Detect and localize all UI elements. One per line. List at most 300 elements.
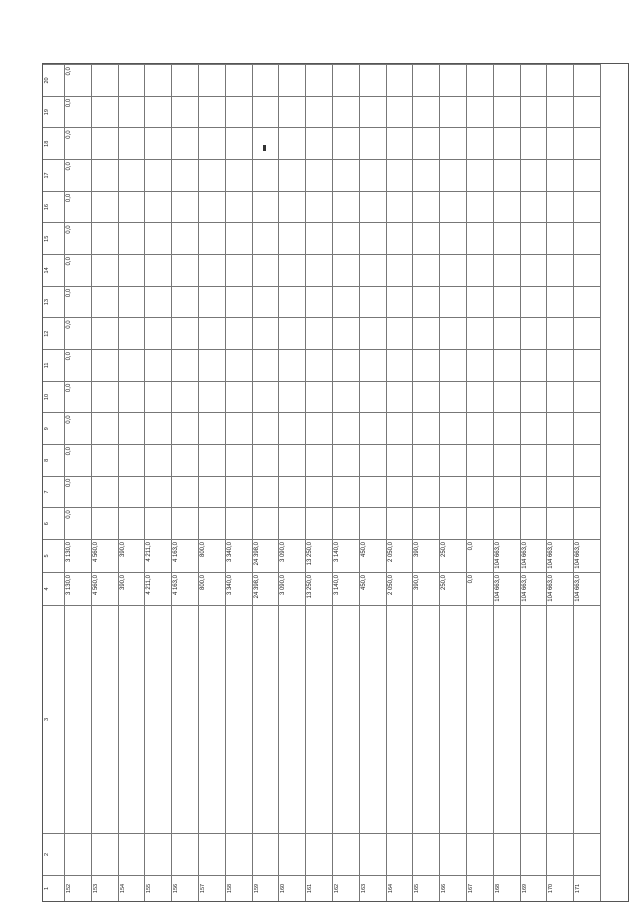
value-cell bbox=[333, 412, 360, 444]
value-cell bbox=[119, 286, 146, 318]
value-cell bbox=[145, 476, 172, 508]
column-number: 6 bbox=[43, 507, 65, 539]
value-cell bbox=[119, 412, 146, 444]
value-cell bbox=[253, 381, 280, 413]
value-cell bbox=[145, 349, 172, 381]
value-cell bbox=[547, 127, 574, 159]
value-cell bbox=[440, 159, 467, 191]
value-cell bbox=[494, 191, 521, 223]
row-number: 161 bbox=[306, 875, 333, 901]
value-cell bbox=[199, 507, 226, 539]
value-cell bbox=[440, 127, 467, 159]
value-cell bbox=[92, 476, 119, 508]
row-number: 157 bbox=[199, 875, 226, 901]
blank-cell bbox=[119, 833, 146, 875]
column-number: 11 bbox=[43, 349, 65, 381]
value-cell bbox=[574, 412, 601, 444]
institution-name bbox=[119, 605, 146, 833]
amount-total: 800,0 bbox=[199, 572, 226, 605]
amount-total: 390,0 bbox=[413, 572, 440, 605]
value-cell bbox=[387, 317, 414, 349]
value-cell bbox=[119, 222, 146, 254]
value-cell bbox=[226, 159, 253, 191]
value-cell bbox=[199, 127, 226, 159]
row-number: 168 bbox=[494, 875, 521, 901]
amount-year: 450,0 bbox=[360, 539, 387, 572]
institution-name bbox=[387, 605, 414, 833]
amount-total: 104 663,0 bbox=[547, 572, 574, 605]
value-cell bbox=[547, 96, 574, 128]
value-cell bbox=[413, 191, 440, 223]
blank-cell bbox=[521, 833, 548, 875]
institution-name bbox=[253, 605, 280, 833]
value-cell bbox=[333, 286, 360, 318]
value-cell bbox=[226, 222, 253, 254]
value-cell bbox=[145, 286, 172, 318]
amount-total: 3 130,0 bbox=[65, 572, 92, 605]
value-cell bbox=[521, 96, 548, 128]
institution-name bbox=[145, 605, 172, 833]
value-cell bbox=[279, 191, 306, 223]
value-cell bbox=[521, 127, 548, 159]
amount-total: 104 663,0 bbox=[574, 572, 601, 605]
amount-total: 24 398,0 bbox=[253, 572, 280, 605]
value-cell bbox=[547, 507, 574, 539]
value-cell bbox=[199, 222, 226, 254]
value-cell bbox=[172, 127, 199, 159]
value-cell bbox=[172, 507, 199, 539]
value-cell bbox=[172, 191, 199, 223]
amount-year: 104 663,0 bbox=[494, 539, 521, 572]
value-cell bbox=[92, 412, 119, 444]
institution-name bbox=[440, 605, 467, 833]
value-cell bbox=[119, 381, 146, 413]
amount-year: 2 050,0 bbox=[387, 539, 414, 572]
value-cell bbox=[467, 222, 494, 254]
value-cell bbox=[92, 317, 119, 349]
value-cell bbox=[306, 127, 333, 159]
value-cell bbox=[494, 381, 521, 413]
row-number: 158 bbox=[226, 875, 253, 901]
value-cell bbox=[521, 317, 548, 349]
value-cell bbox=[199, 96, 226, 128]
value-cell bbox=[145, 222, 172, 254]
amount-total: 450,0 bbox=[360, 572, 387, 605]
value-cell bbox=[467, 254, 494, 286]
value-cell bbox=[494, 159, 521, 191]
value-cell bbox=[387, 412, 414, 444]
value-cell bbox=[253, 96, 280, 128]
institution-name bbox=[413, 605, 440, 833]
value-cell bbox=[413, 96, 440, 128]
value-cell bbox=[547, 317, 574, 349]
value-cell bbox=[333, 476, 360, 508]
value-cell bbox=[547, 476, 574, 508]
value-cell bbox=[440, 507, 467, 539]
value-cell bbox=[253, 64, 280, 96]
column-number: 18 bbox=[43, 127, 65, 159]
value-cell bbox=[387, 349, 414, 381]
value-cell bbox=[333, 349, 360, 381]
value-cell bbox=[226, 444, 253, 476]
institution-name bbox=[226, 605, 253, 833]
amount-total: 2 050,0 bbox=[387, 572, 414, 605]
blank-cell bbox=[333, 833, 360, 875]
amount-year: 250,0 bbox=[440, 539, 467, 572]
value-cell bbox=[440, 96, 467, 128]
amount-total: 4 560,0 bbox=[92, 572, 119, 605]
value-cell bbox=[92, 507, 119, 539]
value-cell bbox=[547, 191, 574, 223]
value-cell bbox=[306, 222, 333, 254]
value-cell bbox=[253, 127, 280, 159]
value-cell bbox=[92, 159, 119, 191]
value-cell bbox=[279, 159, 306, 191]
amount-total: 4 211,0 bbox=[145, 572, 172, 605]
value-cell bbox=[413, 254, 440, 286]
amount-total: 4 163,0 bbox=[172, 572, 199, 605]
value-cell bbox=[574, 444, 601, 476]
institution-name bbox=[172, 605, 199, 833]
value-cell bbox=[467, 444, 494, 476]
blank-cell bbox=[253, 833, 280, 875]
value-cell bbox=[387, 286, 414, 318]
value-cell bbox=[413, 159, 440, 191]
value-cell bbox=[333, 222, 360, 254]
value-cell bbox=[172, 381, 199, 413]
value-cell bbox=[521, 222, 548, 254]
value-cell bbox=[547, 254, 574, 286]
value-cell bbox=[279, 96, 306, 128]
value-cell bbox=[413, 444, 440, 476]
value-cell bbox=[92, 96, 119, 128]
value-cell bbox=[360, 159, 387, 191]
value-cell bbox=[226, 127, 253, 159]
value-cell bbox=[467, 127, 494, 159]
value-cell bbox=[306, 476, 333, 508]
value-cell bbox=[145, 127, 172, 159]
value-cell bbox=[279, 254, 306, 286]
value-cell bbox=[387, 476, 414, 508]
value-cell bbox=[306, 159, 333, 191]
value-cell bbox=[521, 476, 548, 508]
value-cell bbox=[279, 64, 306, 96]
column-number: 5 bbox=[43, 539, 65, 572]
value-cell bbox=[119, 127, 146, 159]
value-cell bbox=[119, 191, 146, 223]
value-cell bbox=[467, 412, 494, 444]
value-cell bbox=[253, 254, 280, 286]
value-cell bbox=[360, 476, 387, 508]
value-cell bbox=[253, 412, 280, 444]
value-cell bbox=[413, 222, 440, 254]
value-cell bbox=[119, 507, 146, 539]
amount-year: 104 663,0 bbox=[547, 539, 574, 572]
value-cell bbox=[92, 222, 119, 254]
value-cell bbox=[547, 412, 574, 444]
amount-total: 250,0 bbox=[440, 572, 467, 605]
amount-year: 13 250,0 bbox=[306, 539, 333, 572]
value-cell bbox=[306, 254, 333, 286]
value-cell bbox=[467, 191, 494, 223]
value-cell bbox=[333, 96, 360, 128]
value-cell bbox=[279, 412, 306, 444]
value-cell bbox=[413, 127, 440, 159]
value-cell bbox=[387, 222, 414, 254]
row-number: 159 bbox=[253, 875, 280, 901]
row-number: 169 bbox=[521, 875, 548, 901]
value-cell: 0,0 bbox=[65, 191, 92, 223]
value-cell bbox=[387, 444, 414, 476]
value-cell bbox=[306, 507, 333, 539]
value-cell bbox=[199, 64, 226, 96]
value-cell bbox=[574, 349, 601, 381]
amount-year: 4 211,0 bbox=[145, 539, 172, 572]
blank-cell bbox=[279, 833, 306, 875]
value-cell: 0,0 bbox=[65, 349, 92, 381]
value-cell bbox=[172, 254, 199, 286]
value-cell bbox=[279, 381, 306, 413]
value-cell bbox=[306, 381, 333, 413]
value-cell bbox=[360, 381, 387, 413]
value-cell bbox=[119, 317, 146, 349]
blank-cell bbox=[547, 833, 574, 875]
value-cell bbox=[387, 191, 414, 223]
value-cell bbox=[279, 507, 306, 539]
value-cell bbox=[279, 349, 306, 381]
amount-year: 3 340,0 bbox=[226, 539, 253, 572]
value-cell bbox=[521, 381, 548, 413]
value-cell bbox=[413, 317, 440, 349]
amount-year: 3 090,0 bbox=[279, 539, 306, 572]
value-cell bbox=[467, 286, 494, 318]
amount-year: 3 130,0 bbox=[65, 539, 92, 572]
value-cell bbox=[226, 96, 253, 128]
value-cell bbox=[253, 191, 280, 223]
value-cell bbox=[333, 254, 360, 286]
value-cell bbox=[253, 159, 280, 191]
value-cell: 0,0 bbox=[65, 286, 92, 318]
value-cell bbox=[440, 444, 467, 476]
column-number: 20 bbox=[43, 64, 65, 96]
blank-cell bbox=[306, 833, 333, 875]
amount-year: 104 663,0 bbox=[521, 539, 548, 572]
column-number: 13 bbox=[43, 286, 65, 318]
value-cell bbox=[145, 444, 172, 476]
blank-cell bbox=[440, 833, 467, 875]
value-cell bbox=[574, 159, 601, 191]
value-cell bbox=[494, 254, 521, 286]
value-cell bbox=[279, 476, 306, 508]
value-cell bbox=[172, 286, 199, 318]
row-number: 165 bbox=[413, 875, 440, 901]
value-cell bbox=[306, 412, 333, 444]
value-cell bbox=[145, 381, 172, 413]
value-cell bbox=[333, 191, 360, 223]
blank-cell bbox=[199, 833, 226, 875]
value-cell bbox=[547, 159, 574, 191]
value-cell bbox=[521, 191, 548, 223]
value-cell bbox=[440, 64, 467, 96]
institution-name bbox=[574, 605, 601, 833]
row-number: 155 bbox=[145, 875, 172, 901]
value-cell bbox=[306, 349, 333, 381]
value-cell bbox=[440, 317, 467, 349]
value-cell bbox=[226, 349, 253, 381]
column-number: 19 bbox=[43, 96, 65, 128]
rotated-table bbox=[43, 64, 628, 901]
value-cell bbox=[253, 507, 280, 539]
value-cell bbox=[253, 286, 280, 318]
institution-name bbox=[279, 605, 306, 833]
value-cell bbox=[199, 317, 226, 349]
value-cell bbox=[306, 96, 333, 128]
blank-cell bbox=[387, 833, 414, 875]
value-cell bbox=[360, 507, 387, 539]
value-cell bbox=[574, 64, 601, 96]
value-cell bbox=[199, 159, 226, 191]
value-cell bbox=[360, 286, 387, 318]
institution-name bbox=[92, 605, 119, 833]
column-number: 4 bbox=[43, 572, 65, 605]
value-cell bbox=[467, 381, 494, 413]
row-number: 164 bbox=[387, 875, 414, 901]
value-cell bbox=[145, 191, 172, 223]
value-cell bbox=[333, 317, 360, 349]
value-cell: 0,0 bbox=[65, 317, 92, 349]
value-cell bbox=[440, 412, 467, 444]
value-cell bbox=[413, 476, 440, 508]
value-cell bbox=[413, 412, 440, 444]
value-cell bbox=[172, 222, 199, 254]
value-cell bbox=[306, 444, 333, 476]
column-number: 1 bbox=[43, 875, 65, 901]
value-cell bbox=[360, 96, 387, 128]
value-cell bbox=[333, 444, 360, 476]
value-cell bbox=[333, 159, 360, 191]
amount-total: 0,0 bbox=[467, 572, 494, 605]
row-number: 170 bbox=[547, 875, 574, 901]
value-cell bbox=[494, 412, 521, 444]
blank-cell bbox=[413, 833, 440, 875]
value-cell bbox=[387, 254, 414, 286]
value-cell bbox=[387, 64, 414, 96]
value-cell bbox=[145, 254, 172, 286]
row-number: 166 bbox=[440, 875, 467, 901]
amount-total: 13 250,0 bbox=[306, 572, 333, 605]
value-cell bbox=[92, 64, 119, 96]
value-cell bbox=[92, 286, 119, 318]
value-cell bbox=[279, 317, 306, 349]
row-number: 154 bbox=[119, 875, 146, 901]
value-cell bbox=[413, 381, 440, 413]
value-cell bbox=[547, 64, 574, 96]
value-cell bbox=[440, 349, 467, 381]
value-cell bbox=[574, 191, 601, 223]
table-frame bbox=[42, 63, 629, 902]
value-cell bbox=[333, 381, 360, 413]
value-cell: 0,0 bbox=[65, 64, 92, 96]
value-cell bbox=[467, 349, 494, 381]
value-cell bbox=[494, 476, 521, 508]
institution-name bbox=[306, 605, 333, 833]
column-number: 10 bbox=[43, 381, 65, 413]
value-cell bbox=[467, 507, 494, 539]
value-cell: 0,0 bbox=[65, 222, 92, 254]
value-cell bbox=[333, 507, 360, 539]
institution-name bbox=[521, 605, 548, 833]
value-cell bbox=[574, 381, 601, 413]
value-cell bbox=[360, 191, 387, 223]
value-cell bbox=[119, 159, 146, 191]
value-cell bbox=[440, 381, 467, 413]
value-cell bbox=[172, 476, 199, 508]
value-cell: 0,0 bbox=[65, 127, 92, 159]
value-cell: 0,0 bbox=[65, 381, 92, 413]
amount-total: 3 140,0 bbox=[333, 572, 360, 605]
value-cell bbox=[119, 254, 146, 286]
row-number: 153 bbox=[92, 875, 119, 901]
value-cell bbox=[521, 444, 548, 476]
value-cell bbox=[547, 286, 574, 318]
value-cell bbox=[360, 64, 387, 96]
value-cell bbox=[440, 286, 467, 318]
value-cell bbox=[494, 317, 521, 349]
value-cell bbox=[226, 286, 253, 318]
value-cell bbox=[494, 507, 521, 539]
amount-total: 104 663,0 bbox=[521, 572, 548, 605]
value-cell: 0,0 bbox=[65, 159, 92, 191]
value-cell bbox=[547, 349, 574, 381]
value-cell bbox=[119, 96, 146, 128]
value-cell bbox=[119, 64, 146, 96]
blank-cell bbox=[467, 833, 494, 875]
value-cell bbox=[199, 381, 226, 413]
value-cell bbox=[119, 444, 146, 476]
value-cell bbox=[440, 254, 467, 286]
column-number: 7 bbox=[43, 476, 65, 508]
value-cell bbox=[574, 222, 601, 254]
column-number: 2 bbox=[43, 833, 65, 875]
value-cell bbox=[360, 412, 387, 444]
value-cell bbox=[387, 159, 414, 191]
value-cell bbox=[92, 349, 119, 381]
value-cell bbox=[145, 412, 172, 444]
value-cell bbox=[333, 127, 360, 159]
value-cell bbox=[360, 349, 387, 381]
value-cell bbox=[172, 96, 199, 128]
value-cell bbox=[306, 64, 333, 96]
value-cell: 0,0 bbox=[65, 444, 92, 476]
row-number: 163 bbox=[360, 875, 387, 901]
value-cell bbox=[387, 381, 414, 413]
value-cell bbox=[226, 254, 253, 286]
column-number: 12 bbox=[43, 317, 65, 349]
value-cell bbox=[360, 127, 387, 159]
value-cell bbox=[226, 507, 253, 539]
column-number: 16 bbox=[43, 191, 65, 223]
row-number: 167 bbox=[467, 875, 494, 901]
amount-year: 0,0 bbox=[467, 539, 494, 572]
value-cell bbox=[172, 64, 199, 96]
value-cell bbox=[226, 412, 253, 444]
value-cell bbox=[306, 191, 333, 223]
value-cell bbox=[467, 476, 494, 508]
value-cell bbox=[547, 444, 574, 476]
value-cell bbox=[521, 254, 548, 286]
value-cell: 0,0 bbox=[65, 476, 92, 508]
value-cell bbox=[521, 412, 548, 444]
